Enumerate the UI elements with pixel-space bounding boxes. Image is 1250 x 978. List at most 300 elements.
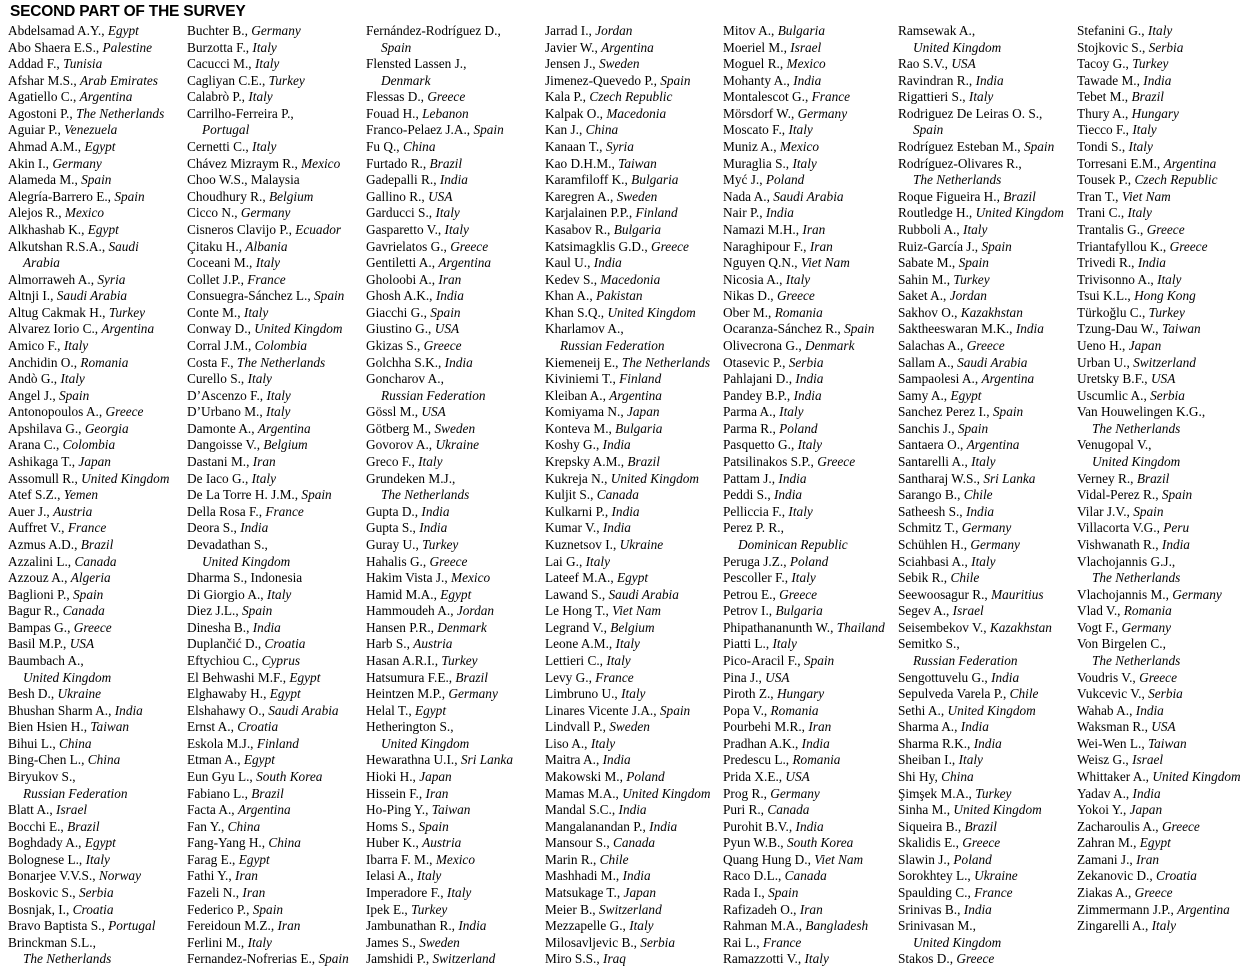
entry-country: Mexico bbox=[64, 205, 105, 221]
entry-line bbox=[1077, 205, 1243, 222]
entry-name: Azzalini L., bbox=[8, 553, 72, 569]
entry-name: Abo Shaera E.S., bbox=[8, 39, 100, 55]
entry-name: Pradhan A.K., bbox=[723, 735, 799, 751]
entry-line bbox=[545, 272, 723, 289]
entry-country: India bbox=[1132, 785, 1161, 801]
entry-country: Saudi Arabia bbox=[957, 354, 1028, 370]
entry-country: Iran bbox=[1136, 851, 1159, 867]
entry-name: Dangoisse V., bbox=[187, 437, 261, 453]
entry-name: Maitra A., bbox=[545, 752, 600, 768]
entry-name: Rigattieri S., bbox=[898, 89, 966, 105]
entry-line bbox=[898, 40, 1077, 57]
entry-country: Iran bbox=[252, 454, 276, 470]
entry-line bbox=[545, 802, 723, 819]
entry-country: China bbox=[58, 735, 92, 751]
entry-line bbox=[8, 23, 187, 40]
entry-country: Spain bbox=[1161, 487, 1193, 503]
entry-country: USA bbox=[785, 769, 810, 785]
entry-country: USA bbox=[69, 636, 95, 652]
entry-line bbox=[366, 603, 545, 620]
entry-line bbox=[366, 437, 545, 454]
entry-name: Kumar V., bbox=[545, 520, 600, 536]
entry-line bbox=[187, 338, 366, 355]
entry-line bbox=[366, 205, 545, 222]
entry-country: Sweden bbox=[598, 56, 640, 72]
entry-line bbox=[366, 537, 545, 554]
entry-line bbox=[366, 471, 545, 488]
entry-name: Deora S., bbox=[187, 520, 237, 536]
entry-line bbox=[366, 487, 545, 504]
entry-name: Muraglia S., bbox=[723, 155, 790, 171]
entry-name: Kleiban A., bbox=[545, 387, 606, 403]
entry-line bbox=[723, 885, 898, 902]
entry-country: Denmark bbox=[804, 337, 855, 353]
entry-name: Quang Hung D., bbox=[723, 851, 811, 867]
entry-name: Çitaku H., bbox=[187, 238, 243, 254]
entry-name: Götberg M., bbox=[366, 420, 432, 436]
entry-country: Belgium bbox=[269, 188, 314, 204]
entry-country: Dominican Republic bbox=[738, 536, 848, 552]
entry-country: Brazil bbox=[67, 818, 100, 834]
entry-country: Germany bbox=[448, 686, 498, 702]
entry-line bbox=[8, 321, 187, 338]
entry-country: Jordan bbox=[456, 603, 495, 619]
entry-country: Italy bbox=[1127, 205, 1152, 221]
entry-country: India bbox=[793, 72, 822, 88]
entry-line bbox=[1077, 139, 1243, 156]
entry-name: Trivedi R., bbox=[1077, 255, 1135, 271]
entry-country: Greece bbox=[956, 951, 995, 967]
entry-name: Ipek E., bbox=[366, 901, 408, 917]
entry-line bbox=[898, 471, 1077, 488]
entry-line bbox=[8, 56, 187, 73]
entry-country: Croatia bbox=[264, 636, 306, 652]
entry-name: Kukreja N., bbox=[545, 470, 608, 486]
entry-line bbox=[187, 122, 366, 139]
entry-line bbox=[545, 703, 723, 720]
entry-name: Ober M., bbox=[723, 304, 772, 320]
entry-line bbox=[187, 868, 366, 885]
entry-name: Boghdady A., bbox=[8, 835, 82, 851]
entry-line bbox=[8, 471, 187, 488]
entry-country: Taiwan bbox=[1161, 321, 1201, 337]
entry-country: Bulgaria bbox=[775, 603, 823, 619]
entry-line bbox=[187, 404, 366, 421]
entry-country: Spain bbox=[314, 288, 345, 304]
entry-name: Sciahbasi A., bbox=[898, 553, 968, 569]
entry-country: Germany bbox=[1121, 619, 1171, 635]
entry-name: Triantafyllou K., bbox=[1077, 238, 1167, 254]
entry-country: Spain bbox=[803, 652, 835, 668]
entry-country: Argentina bbox=[1163, 155, 1217, 171]
entry-country: Iran bbox=[277, 918, 301, 934]
entry-name: Rao S.V., bbox=[898, 56, 948, 72]
entry-name: Fan Y., bbox=[187, 818, 225, 834]
entry-line bbox=[898, 537, 1077, 554]
entry-name: Lateef M.A., bbox=[545, 570, 614, 586]
entry-country: Brazil bbox=[251, 785, 284, 801]
entry-name: Tacoy G., bbox=[1077, 56, 1129, 72]
list-column-2 bbox=[187, 23, 366, 968]
entry-name: Kiemeneij E., bbox=[545, 354, 619, 370]
entry-line bbox=[8, 951, 187, 968]
entry-line bbox=[8, 835, 187, 852]
entry-country: Italy bbox=[788, 122, 813, 138]
entry-line bbox=[187, 288, 366, 305]
entry-name: Ueno H., bbox=[1077, 337, 1126, 353]
entry-line bbox=[187, 504, 366, 521]
entry-country: Yemen bbox=[63, 487, 99, 503]
entry-name: Jimenez-Quevedo P., bbox=[545, 72, 657, 88]
entry-name: D’Ascenzo F., bbox=[187, 387, 264, 403]
entry-line bbox=[1077, 487, 1243, 504]
entry-country: Serbia bbox=[788, 354, 824, 370]
entry-country: Spain bbox=[981, 238, 1012, 254]
entry-name: Anchidin O., bbox=[8, 354, 78, 370]
entry-name: Giustino G., bbox=[366, 321, 432, 337]
entry-country: Greece bbox=[776, 288, 815, 304]
entry-line bbox=[723, 587, 898, 604]
entry-name: Homs S., bbox=[366, 818, 416, 834]
entry-name: Burzotta F., bbox=[187, 39, 250, 55]
entry-name: Saktheeswaran M.K., bbox=[898, 321, 1013, 337]
entry-name: Seewoosagur R., bbox=[898, 586, 988, 602]
entry-country: Italy bbox=[266, 404, 291, 420]
entry-line bbox=[545, 852, 723, 869]
entry-country: Sri Lanka bbox=[460, 752, 513, 768]
entry-name: Vidal-Perez R., bbox=[1077, 487, 1159, 503]
entry-country: Portugal bbox=[202, 122, 250, 138]
entry-line bbox=[1077, 437, 1243, 454]
entry-name: Golchha S.K., bbox=[366, 354, 442, 370]
entry-country: Jordan bbox=[595, 23, 633, 38]
entry-name: Pyun W.B., bbox=[723, 835, 784, 851]
entry-name: Karegren A., bbox=[545, 188, 614, 204]
entry-name: Sheiban I., bbox=[898, 752, 956, 768]
entry-name: Bocchi E., bbox=[8, 818, 64, 834]
entry-line bbox=[187, 852, 366, 869]
entry-line bbox=[187, 686, 366, 703]
entry-line bbox=[898, 819, 1077, 836]
entry-name: Imperadore F., bbox=[366, 885, 444, 901]
entry-name: Kasabov R., bbox=[545, 221, 611, 237]
entry-line bbox=[8, 786, 187, 803]
entry-line bbox=[8, 272, 187, 289]
entry-country: Saudi bbox=[108, 238, 139, 254]
entry-country: Egypt bbox=[269, 686, 301, 702]
entry-country: Ecuador bbox=[295, 221, 342, 237]
entry-line bbox=[366, 106, 545, 123]
list-column-5 bbox=[723, 23, 898, 968]
entry-name: Assomull R., bbox=[8, 470, 78, 486]
entry-country: Turkey bbox=[953, 271, 990, 287]
entry-country: Germany bbox=[251, 23, 301, 38]
entry-name: Pahlajani D., bbox=[723, 371, 793, 387]
entry-line bbox=[545, 636, 723, 653]
entry-country: Colombia bbox=[254, 337, 308, 353]
entry-name: Roque Figueira H., bbox=[898, 188, 1000, 204]
entry-line bbox=[1077, 89, 1243, 106]
entry-country: Germany bbox=[1172, 586, 1222, 602]
entry-line bbox=[898, 653, 1077, 670]
entry-name: Myć J., bbox=[723, 172, 763, 188]
entry-line bbox=[1077, 239, 1243, 256]
entry-country: Egypt bbox=[440, 586, 472, 602]
entry-line bbox=[723, 537, 898, 554]
entry-country: China bbox=[227, 818, 261, 834]
entry-line bbox=[545, 902, 723, 919]
entry-name: Fang-Yang H., bbox=[187, 835, 266, 851]
entry-country: The Netherlands bbox=[1092, 420, 1181, 436]
entry-line bbox=[187, 653, 366, 670]
entry-name: Le Hong T., bbox=[545, 603, 609, 619]
list-column-1 bbox=[8, 23, 187, 968]
entry-country: Mexico bbox=[779, 139, 820, 155]
entry-country: Macedonia bbox=[606, 105, 667, 121]
entry-line bbox=[366, 835, 545, 852]
entry-name: Cagliyan C.E., bbox=[187, 72, 266, 88]
entry-line bbox=[723, 172, 898, 189]
entry-line bbox=[8, 935, 187, 952]
entry-name: Yokoi Y., bbox=[1077, 802, 1127, 818]
entry-line bbox=[545, 719, 723, 736]
entry-line bbox=[545, 786, 723, 803]
entry-country: Iran bbox=[438, 271, 462, 287]
entry-line bbox=[723, 802, 898, 819]
entry-line bbox=[898, 620, 1077, 637]
entry-line bbox=[545, 554, 723, 571]
entry-country: Spain bbox=[73, 586, 104, 602]
entry-line bbox=[8, 404, 187, 421]
entry-line bbox=[1077, 786, 1243, 803]
entry-country: Italy bbox=[254, 56, 280, 72]
entry-name: Altug Cakmak H., bbox=[8, 304, 106, 320]
entry-line bbox=[1077, 554, 1243, 571]
entry-line bbox=[366, 653, 545, 670]
entry-line bbox=[723, 239, 898, 256]
entry-name: Kuznetsov I., bbox=[545, 536, 617, 552]
entry-country: Italy bbox=[247, 371, 272, 387]
entry-country: Mexico bbox=[786, 56, 826, 72]
entry-country: United Kingdom bbox=[607, 304, 696, 320]
entry-country: Romania bbox=[792, 752, 841, 768]
entry-country: Syria bbox=[97, 271, 126, 287]
entry-name: Piatti L., bbox=[723, 636, 770, 652]
entry-line bbox=[898, 421, 1077, 438]
entry-country: Italy bbox=[779, 404, 804, 420]
entry-country: China bbox=[585, 122, 619, 138]
entry-name: Rada I., bbox=[723, 885, 765, 901]
entry-line bbox=[898, 255, 1077, 272]
entry-name: Franco-Pelaez J.A., bbox=[366, 122, 471, 138]
entry-line bbox=[187, 752, 366, 769]
entry-name: Helal T., bbox=[366, 702, 412, 718]
entry-country: USA bbox=[951, 56, 976, 72]
entry-name: Trivisonno A., bbox=[1077, 271, 1154, 287]
entry-line bbox=[898, 56, 1077, 73]
entry-country: Viet Nam bbox=[612, 603, 661, 619]
entry-name: Angel J., bbox=[8, 387, 56, 403]
entry-country: Bangladesh bbox=[805, 918, 869, 934]
entry-name: Kulkarni P., bbox=[545, 503, 609, 519]
entry-country: Cyprus bbox=[261, 652, 301, 668]
entry-name: Von Birgelen C., bbox=[1077, 636, 1166, 652]
entry-name: Rodríguez-Olivares R., bbox=[898, 155, 1022, 171]
entry-line bbox=[723, 819, 898, 836]
entry-line bbox=[545, 404, 723, 421]
entry-line bbox=[366, 868, 545, 885]
entry-country: Russian Federation bbox=[381, 387, 486, 403]
entry-line bbox=[8, 73, 187, 90]
entry-line bbox=[366, 802, 545, 819]
entry-line bbox=[898, 89, 1077, 106]
entry-country: Syria bbox=[605, 139, 634, 155]
entry-name: Afshar M.S., bbox=[8, 72, 77, 88]
entry-line bbox=[898, 918, 1077, 935]
entry-name: Hasan A.R.I., bbox=[366, 652, 439, 668]
entry-name: Agatiello C., bbox=[8, 89, 77, 105]
entry-name: Saket A., bbox=[898, 288, 947, 304]
entry-line bbox=[898, 139, 1077, 156]
entry-name: Trani C., bbox=[1077, 205, 1125, 221]
entry-name: Spaulding C., bbox=[898, 885, 971, 901]
entry-country: Egypt bbox=[289, 669, 321, 685]
entry-country: Germany bbox=[970, 536, 1020, 552]
entry-name: Moeriel M., bbox=[723, 39, 787, 55]
entry-line bbox=[545, 819, 723, 836]
entry-line bbox=[545, 288, 723, 305]
entry-name: Giacchi G., bbox=[366, 304, 427, 320]
entry-name: Vilar J.V., bbox=[1077, 503, 1130, 519]
entry-country: India bbox=[1135, 702, 1164, 718]
entry-name: Zacharoulis A., bbox=[1077, 818, 1159, 834]
entry-line bbox=[723, 918, 898, 935]
entry-name: Ramsewak A., bbox=[898, 23, 976, 38]
entry-country: Italy bbox=[629, 918, 654, 934]
entry-line bbox=[898, 338, 1077, 355]
entry-name: Blatt A., bbox=[8, 802, 53, 818]
entry-line bbox=[545, 56, 723, 73]
entry-country: India bbox=[649, 818, 678, 834]
entry-country: Spain bbox=[418, 818, 449, 834]
entry-line bbox=[8, 189, 187, 206]
entry-line bbox=[187, 951, 366, 968]
entry-line bbox=[898, 802, 1077, 819]
entry-name: Pourbehi M.R., bbox=[723, 719, 806, 735]
entry-country: Mexico bbox=[435, 851, 475, 867]
entry-country: Romania bbox=[1123, 603, 1172, 619]
entry-name: Bampas G., bbox=[8, 619, 71, 635]
entry-country: Viet Nam bbox=[800, 255, 850, 271]
entry-country: Italy bbox=[266, 586, 292, 602]
entry-country: United Kingdom bbox=[622, 785, 711, 801]
entry-line bbox=[366, 73, 545, 90]
entry-country: Italy bbox=[606, 652, 631, 668]
entry-country: Palestine bbox=[102, 39, 153, 55]
entry-country: Arab Emirates bbox=[80, 72, 158, 88]
entry-line bbox=[187, 537, 366, 554]
entry-country: Argentina bbox=[237, 802, 291, 818]
entry-line bbox=[8, 819, 187, 836]
entry-line bbox=[8, 719, 187, 736]
entry-country: Italy bbox=[968, 89, 994, 105]
entry-name: Satheesh S., bbox=[898, 503, 963, 519]
entry-line bbox=[898, 504, 1077, 521]
entry-country: India bbox=[801, 735, 830, 751]
entry-line bbox=[723, 288, 898, 305]
entry-country: United Kingdom bbox=[913, 39, 1002, 55]
entry-name: Vishwanath R., bbox=[1077, 536, 1159, 552]
entry-line bbox=[366, 421, 545, 438]
entry-line bbox=[545, 454, 723, 471]
entry-line bbox=[545, 835, 723, 852]
entry-country: Spain bbox=[660, 72, 691, 88]
entry-line bbox=[1077, 388, 1243, 405]
entry-line bbox=[723, 868, 898, 885]
entry-name: Mandal S.C., bbox=[545, 802, 616, 818]
entry-country: United Kingdom bbox=[1092, 454, 1181, 470]
entry-country: Egypt bbox=[107, 23, 139, 38]
entry-name: Duplančić D., bbox=[187, 636, 262, 652]
entry-name: Leone A.M., bbox=[545, 636, 613, 652]
entry-country: Serbia bbox=[640, 934, 676, 950]
entry-country: Mauritius bbox=[991, 586, 1044, 602]
entry-name: Choudhury R., bbox=[187, 188, 266, 204]
entry-line bbox=[366, 752, 545, 769]
entry-line bbox=[366, 222, 545, 239]
entry-country: The Netherlands bbox=[23, 951, 112, 967]
entry-line bbox=[187, 172, 366, 189]
entry-name: Atef S.Z., bbox=[8, 487, 61, 503]
entry-name: Gallino R., bbox=[366, 188, 425, 204]
entry-line bbox=[898, 388, 1077, 405]
entry-country: Greece bbox=[73, 619, 112, 635]
entry-country: Israel bbox=[56, 802, 88, 818]
entry-country: Sweden bbox=[609, 719, 650, 735]
entry-country: France bbox=[265, 503, 304, 519]
entry-line bbox=[1077, 156, 1243, 173]
entry-country: Sweden bbox=[616, 188, 658, 204]
entry-name: Auffret V., bbox=[8, 520, 65, 536]
entry-name: Zamani J., bbox=[1077, 851, 1133, 867]
entry-name: Sebik R., bbox=[898, 570, 948, 586]
entry-name: Segev A., bbox=[898, 603, 950, 619]
entry-country: Egypt bbox=[84, 835, 116, 851]
entry-name: James S., bbox=[366, 934, 416, 950]
entry-line bbox=[545, 222, 723, 239]
entry-country: Spain bbox=[659, 702, 691, 718]
entry-country: India bbox=[421, 503, 450, 519]
entry-country: Italy bbox=[772, 636, 797, 652]
entry-country: Viet Nam bbox=[814, 851, 864, 867]
entry-line bbox=[898, 156, 1077, 173]
entry-line bbox=[545, 388, 723, 405]
entry-name: Bosnjak, I., bbox=[8, 901, 70, 917]
entry-name: Seisembekov V., bbox=[898, 619, 987, 635]
entry-name: Kiviniemi T., bbox=[545, 371, 616, 387]
entry-line bbox=[366, 686, 545, 703]
entry-name: Rahman M.A., bbox=[723, 918, 803, 934]
entry-line bbox=[898, 603, 1077, 620]
entry-name: Alkutshan R.S.A., bbox=[8, 238, 106, 254]
entry-name: Vlad V., bbox=[1077, 603, 1121, 619]
entry-name: Waksman R., bbox=[1077, 719, 1148, 735]
entry-country: Brazil bbox=[80, 536, 114, 552]
entry-country: Spain bbox=[1133, 503, 1164, 519]
entry-name: Aguiar P., bbox=[8, 122, 61, 138]
entry-name: Fu Q., bbox=[366, 139, 400, 155]
entry-name: Boskovic S., bbox=[8, 885, 76, 901]
